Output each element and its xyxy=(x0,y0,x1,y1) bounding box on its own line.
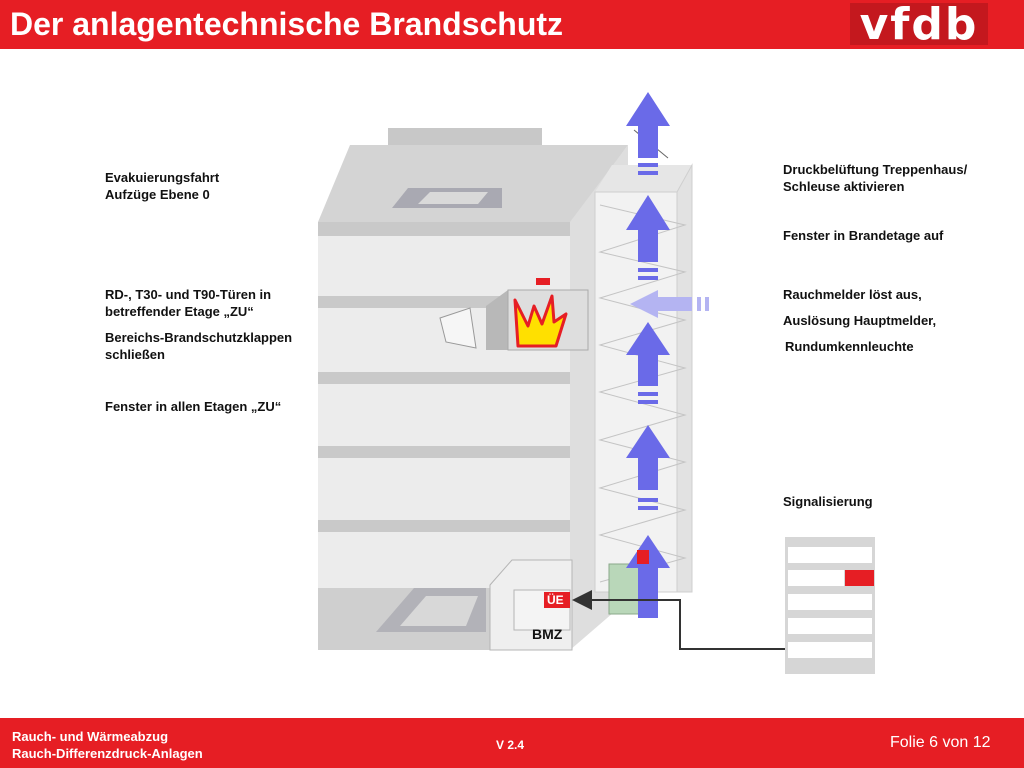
evacuation-line2: Aufzüge Ebene 0 xyxy=(105,187,210,202)
stairwell-side xyxy=(677,165,692,592)
floor-band xyxy=(318,446,570,458)
doors-line1: RD-, T30- und T90-Türen in xyxy=(105,287,272,302)
signal-label: Signalisierung xyxy=(783,494,873,509)
floor-band xyxy=(318,520,570,532)
bmz-label: BMZ xyxy=(532,626,563,642)
windows-all-label: Fenster in allen Etagen „ZU“ xyxy=(105,399,282,414)
logo-text: vfdb xyxy=(859,0,979,50)
signal-lamp-active xyxy=(845,570,874,586)
slide-number: Folie 6 von 12 xyxy=(890,734,991,751)
page-title: Der anlagentechnische Brandschutz xyxy=(10,6,564,42)
beacon-label: Rundumkennleuchte xyxy=(785,339,914,354)
pressure-ventilation-label xyxy=(783,161,967,195)
footer-version: V 2.4 xyxy=(496,738,525,752)
roof-hatch-inner xyxy=(418,192,488,204)
ue-label: ÜE xyxy=(547,593,564,607)
evacuation-label xyxy=(105,169,219,203)
evacuation-line1: Evakuierungsfahrt xyxy=(105,170,220,185)
stairwell-shaft xyxy=(595,192,677,592)
detector-label: Rauchmelder löst aus, xyxy=(783,287,922,302)
floor-band xyxy=(318,372,570,384)
up-arrow xyxy=(626,92,670,158)
stairwell-top xyxy=(595,165,692,192)
window-fire-floor-label: Fenster in Brandetage auf xyxy=(783,228,944,243)
signal-slot xyxy=(788,618,872,634)
smoke-detector-icon xyxy=(536,278,550,285)
shaft-smoke-detector-icon xyxy=(637,550,649,564)
footer-line1: Rauch- und Wärmeabzug xyxy=(12,729,169,744)
footer-bar xyxy=(0,718,1024,768)
footer-line2: Rauch-Differenzdruck-Anlagen xyxy=(12,746,203,761)
dampers-line1: Bereichs-Brandschutzklappen xyxy=(105,330,293,345)
signal-slot xyxy=(788,642,872,658)
signal-slot xyxy=(788,547,872,563)
doors-line2: betreffender Etage „ZU“ xyxy=(105,304,254,319)
main-alarm-label: Auslösung Hauptmelder, xyxy=(783,313,937,328)
dampers-label xyxy=(105,329,292,363)
footer-topic xyxy=(12,728,203,762)
dampers-line2: schließen xyxy=(105,347,165,362)
signal-slot xyxy=(788,570,844,586)
pressure-line2: Schleuse aktivieren xyxy=(783,179,905,194)
doors-label xyxy=(105,286,271,320)
floor-band xyxy=(318,222,570,236)
pressure-line1: Druckbelüftung Treppenhaus/ xyxy=(783,162,968,177)
signal-slot xyxy=(788,594,872,610)
